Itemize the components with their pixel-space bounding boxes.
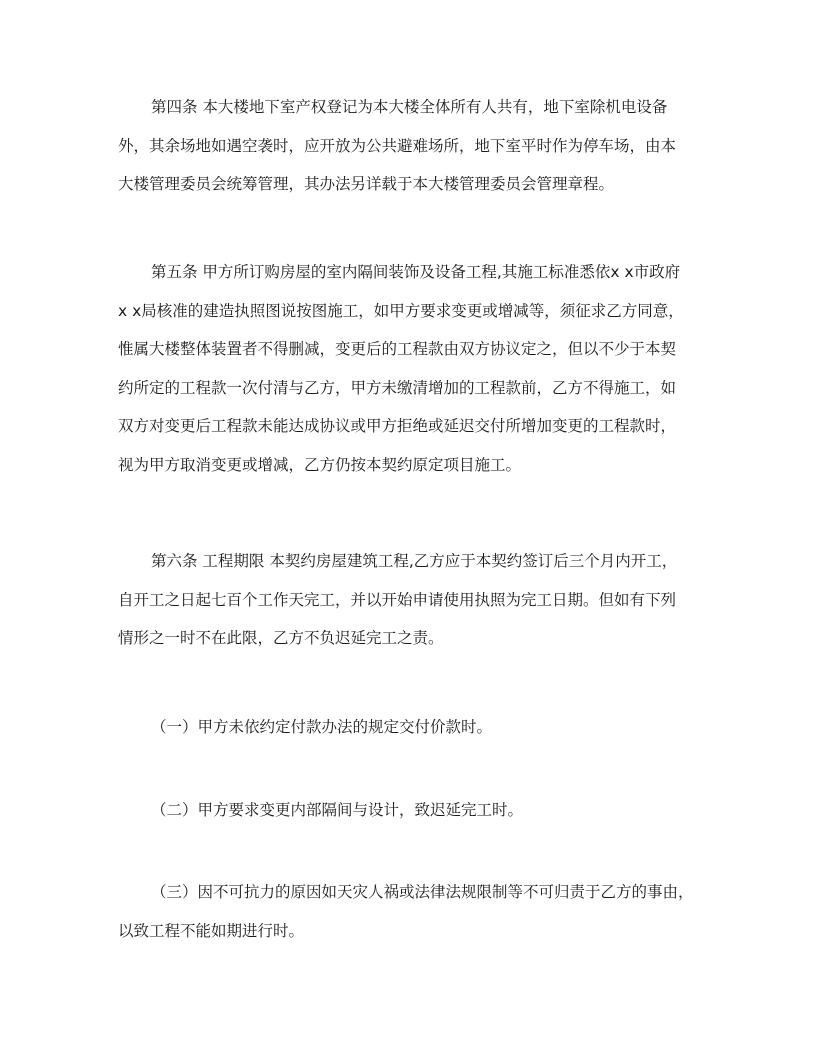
list-item-line: 以致工程不能如期进行时。 (118, 921, 305, 940)
article-5-line: 约所定的工程款一次付清与乙方，甲方未缴清增加的工程款前，乙方不得施工，如 (118, 378, 677, 397)
article-5-line: 第五条 甲方所订购房屋的室内隔间装饰及设备工程,其施工标准悉依x x市政府 (151, 263, 681, 281)
list-item-1 (118, 708, 704, 747)
list-item-line: （二）甲方要求变更内部隔间与设计，致迟延完工时。 (151, 801, 524, 819)
list-item-line: （一）甲方未依约定付款办法的规定交付价款时。 (151, 718, 493, 736)
article-4-line: 第四条 本大楼地下室产权登记为本大楼全体所有人共有，地下室除机电设备 (151, 98, 668, 116)
article-5-line: 惟属大楼整体装置者不得删减，变更后的工程款由双方协议定之，但以不少于本契 (118, 340, 677, 358)
article-4-paragraph (118, 88, 704, 204)
article-4-line: 大楼管理委员会统筹管理，其办法另详载于本大楼管理委员会管理章程。 (118, 175, 615, 193)
article-5-line: 视为甲方取消变更或增减，乙方仍按本契约原定项目施工。 (118, 455, 522, 474)
list-item-3 (118, 873, 704, 950)
article-4-line: 外，其余场地如遇空袭时，应开放为公共避难场所，地下室平时作为停车场，由本 (118, 136, 677, 155)
list-item-line: （三）因不可抗力的原因如天灾人祸或法律法规限制等不可归责于乙方的事由， (151, 883, 694, 901)
article-5-line: 双方对变更后工程款未能达成协议或甲方拒绝或延迟交付所增加变更的工程款时， (118, 417, 677, 435)
article-6-line: 第六条 工程期限 本契约房屋建筑工程,乙方应于本契约签订后三个月内开工， (151, 552, 678, 570)
list-item-2 (118, 791, 704, 830)
article-6-paragraph (118, 542, 704, 658)
article-5-paragraph (118, 253, 704, 484)
article-5-line: x x局核准的建造执照图说按图施工，如甲方要求变更或增减等，须征求乙方同意， (118, 301, 684, 320)
article-6-line: 自开工之日起七百个工作天完工，并以开始申请使用执照为完工日期。但如有下列 (118, 590, 677, 609)
article-6-line: 情形之一时不在此限，乙方不负迟延完工之责。 (118, 629, 444, 647)
